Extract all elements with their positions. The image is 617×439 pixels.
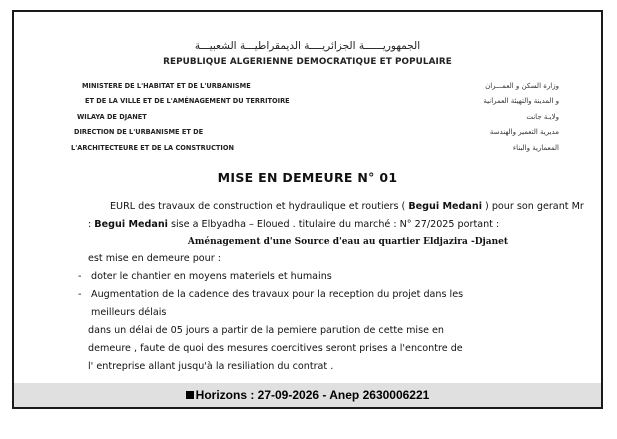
square-bullet-icon [186, 391, 194, 399]
ministry-block-arabic [483, 79, 559, 156]
list-item-text: doter le chantier en moyens materiels et humains [91, 271, 332, 282]
notice-frame [12, 10, 603, 409]
intro-mid-text: ) pour son gerant Mr : [88, 201, 584, 230]
direction-line: L'ARCHITECTEURE ET DE LA CONSTRUCTION [71, 143, 235, 152]
intro-tail-text: sise a Elbyadha – Eloued . titulaire du marché : N° 27/2025 portant : [167, 219, 500, 230]
direction-line-ar: المعمارية والبناء [512, 143, 559, 152]
bullet-dash: - [78, 271, 82, 282]
notice-title: MISE EN DEMEURE N° 01 [217, 170, 398, 185]
publication-footer [14, 383, 601, 407]
list-item [78, 286, 588, 322]
footer-text: Horizons : 27-09-2026 - Anep 2630006221 [195, 388, 430, 402]
manager-name: Begui Medani [94, 219, 168, 230]
bullet-dash: - [78, 289, 82, 300]
closing-line: demeure , faute de quoi des mesures coercitives seront prises a l'encontre de [88, 343, 463, 354]
demand-line: est mise en demeure pour : [88, 253, 221, 264]
list-item-text: Augmentation de la cadence des travaux pour la reception du projet dans les [91, 289, 464, 300]
wilaya-line: WILAYA DE DJANET [77, 112, 147, 121]
ministry-block-french [71, 79, 290, 156]
ministry-line: ET DE LA VILLE ET DE L'AMÉNAGEMENT DU TERRITOIRE [85, 97, 290, 106]
french-republic-title: REPUBLIQUE ALGERIENNE DEMOCRATIQUE ET POPULAIRE [163, 57, 452, 67]
ministry-line-ar: و المدينة والتهيئة العمرانية [483, 97, 559, 106]
ministry-line-ar: وزارة السكن و العمـــران [485, 82, 559, 90]
list-item-continuation: meilleurs délais [91, 307, 167, 318]
company-name: Begui Medani [408, 201, 482, 212]
direction-line-ar: مديرية التعمير والهندسة [489, 128, 559, 137]
intro-text: EURL des travaux de construction et hydraulique et routiers ( [110, 201, 409, 212]
notice-body [78, 198, 588, 376]
wilaya-line-ar: ولايـة جانت [526, 112, 559, 121]
arabic-republic-title: الجمهوريــــــة الجزائريــــة الديمقراطيـــة الشعبيـــة [194, 40, 421, 52]
contract-object: Aménagement d'une Source d'eau au quartier Eldjazira -Djanet [187, 237, 509, 247]
list-item [78, 268, 588, 286]
direction-line: DIRECTION DE L'URBANISME ET DE [74, 128, 204, 137]
closing-line: l' entreprise allant jusqu'à la resiliation du contrat . [88, 361, 334, 372]
ministry-line: MINISTERE DE L'HABITAT ET DE L'URBANISME [82, 82, 251, 90]
closing-line: dans un délai de 05 jours a partir de la pemiere parution de cette mise en [88, 325, 445, 336]
intro-paragraph [88, 198, 588, 234]
